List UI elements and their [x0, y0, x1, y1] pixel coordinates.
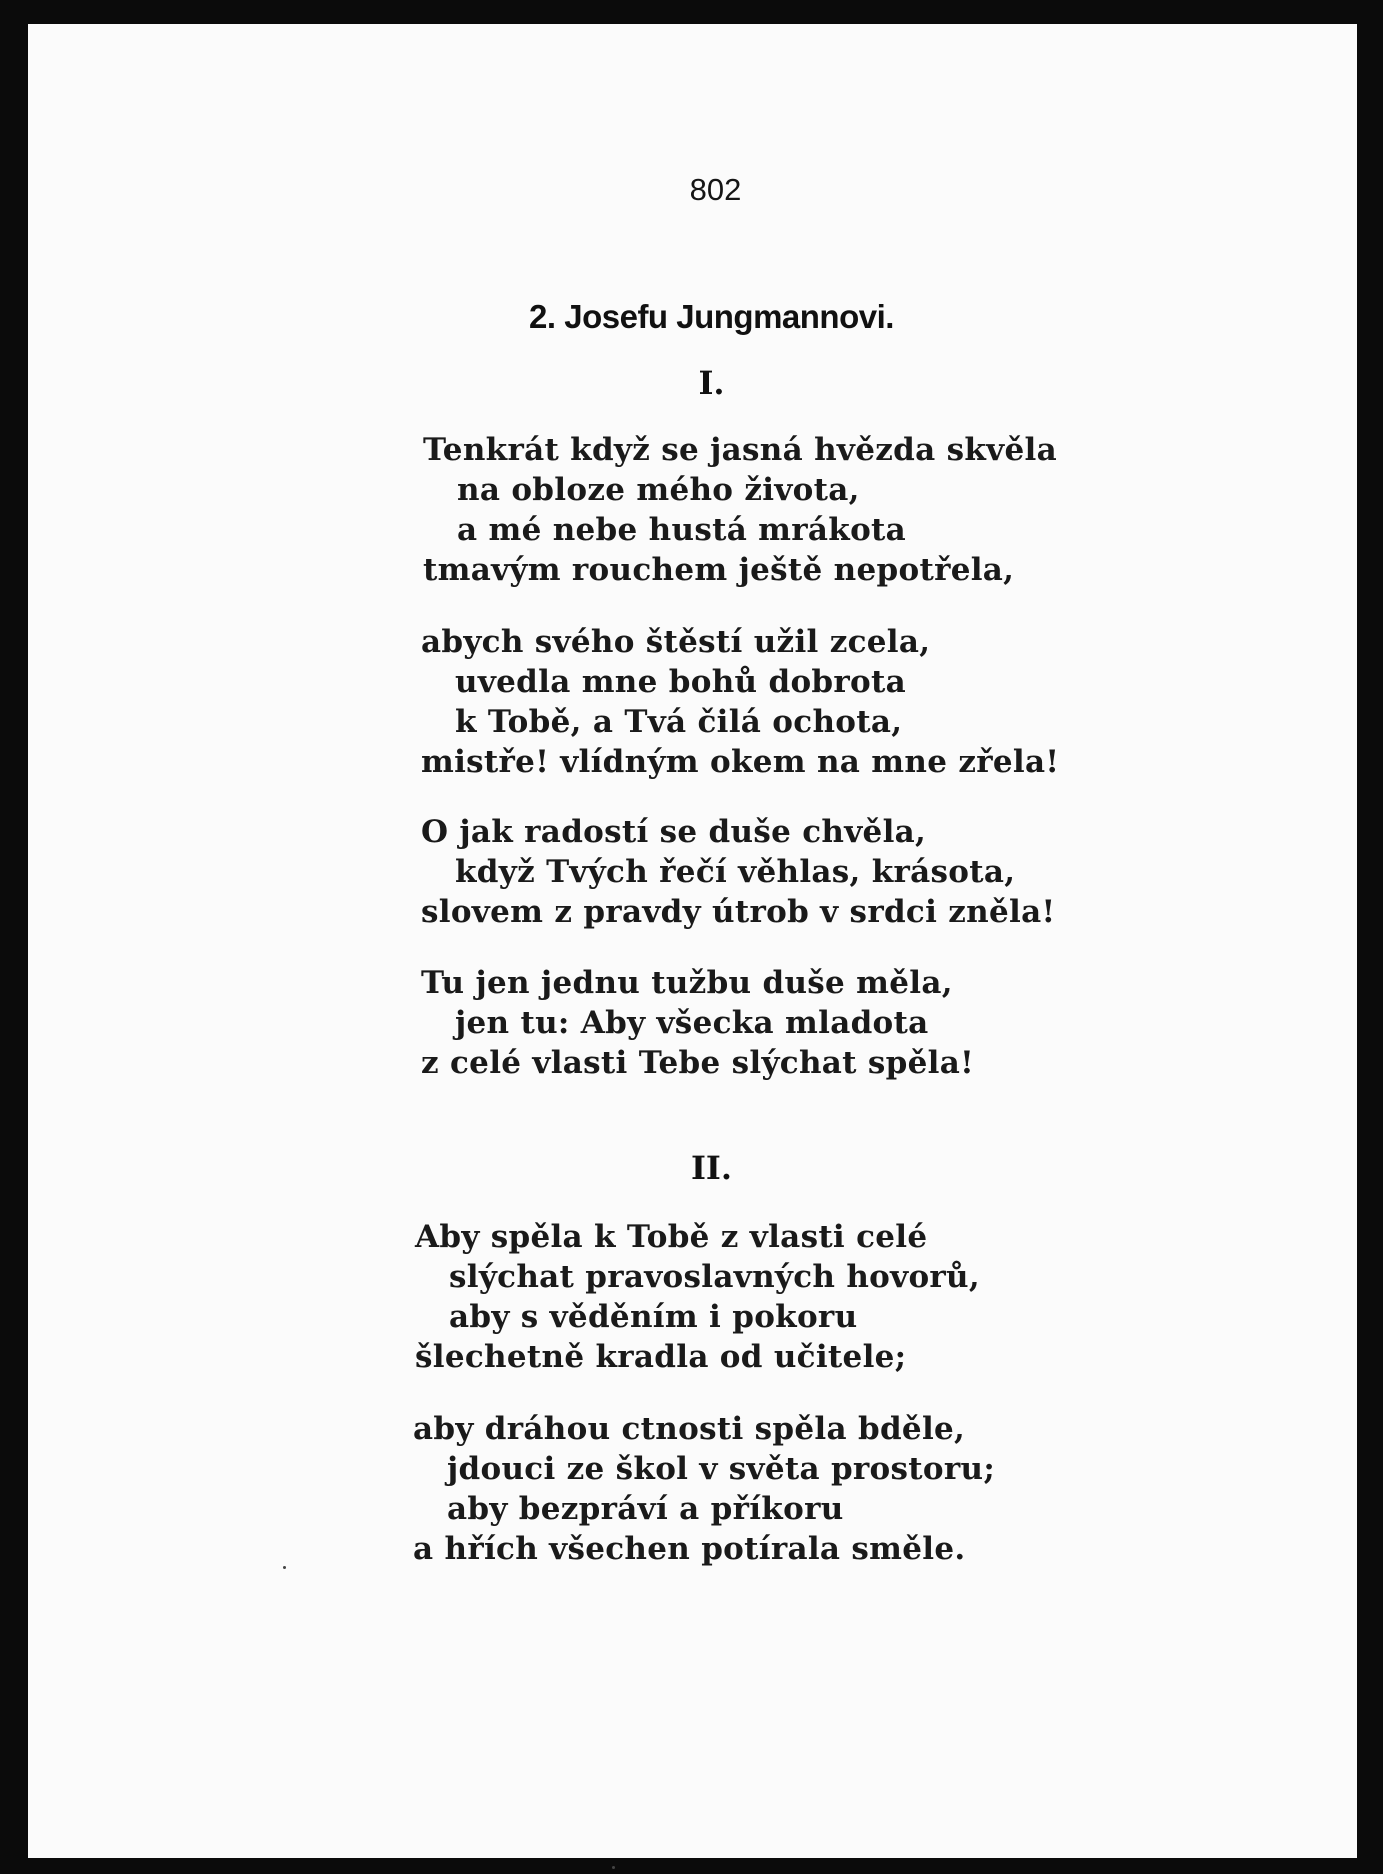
verse-line: Aby spěla k Tobě z vlasti celé [415, 1219, 928, 1255]
verse-line: mistře! vlídným okem na mne zřela! [421, 744, 1060, 780]
stanza [415, 1217, 980, 1377]
verse-line: aby s věděním i pokoru [449, 1299, 858, 1335]
verse-line: šlechetně kradla od učitele; [415, 1339, 907, 1375]
poem-title: 2. Josefu Jungmannovi. [529, 298, 894, 335]
verse-line: tmavým rouchem ještě nepotřela, [423, 552, 1015, 588]
section-numeral-2: II. [690, 1149, 733, 1187]
verse-line: abych svého štěstí užil zcela, [421, 624, 931, 660]
verse-line: slýchat pravoslavných hovorů, [449, 1259, 980, 1295]
verse-line: aby dráhou ctnosti spěla bděle, [413, 1411, 966, 1447]
verse-line: aby bezpráví a příkoru [447, 1491, 844, 1527]
stanza [423, 430, 1057, 590]
scan-speck [612, 1866, 615, 1869]
page-number: 802 [689, 172, 742, 207]
verse-line: slovem z pravdy útrob v srdci zněla! [421, 894, 1056, 930]
verse-line: jdouci ze škol v světa prostoru; [447, 1451, 996, 1487]
verse-line: na obloze mého života, [457, 472, 860, 508]
verse-line: jen tu: Aby všecka mladota [455, 1005, 929, 1041]
section-numeral-1: I. [698, 364, 725, 402]
stanza [421, 812, 1055, 932]
verse-line: k Tobě, a Tvá čilá ochota, [455, 704, 903, 740]
verse-line: z celé vlasti Tebe slýchat spěla! [421, 1045, 975, 1081]
verse-line: a mé nebe hustá mrákota [457, 512, 907, 548]
stanza [421, 622, 1059, 782]
scan-edge [1361, 0, 1383, 1874]
verse-line: uvedla mne bohů dobrota [455, 664, 907, 700]
verse-line: O jak radostí se duše chvěla, [421, 814, 927, 850]
verse-line: Tu jen jednu tužbu duše měla, [421, 965, 953, 1001]
verse-line: a hřích všechen potírala směle. [413, 1531, 966, 1567]
verse-line: Tenkrát když se jasná hvězda skvěla [423, 432, 1057, 468]
scan-speck [283, 1566, 286, 1569]
stanza [421, 963, 974, 1083]
stanza [413, 1409, 995, 1569]
verse-line: když Tvých řečí věhlas, krásota, [455, 854, 1016, 890]
